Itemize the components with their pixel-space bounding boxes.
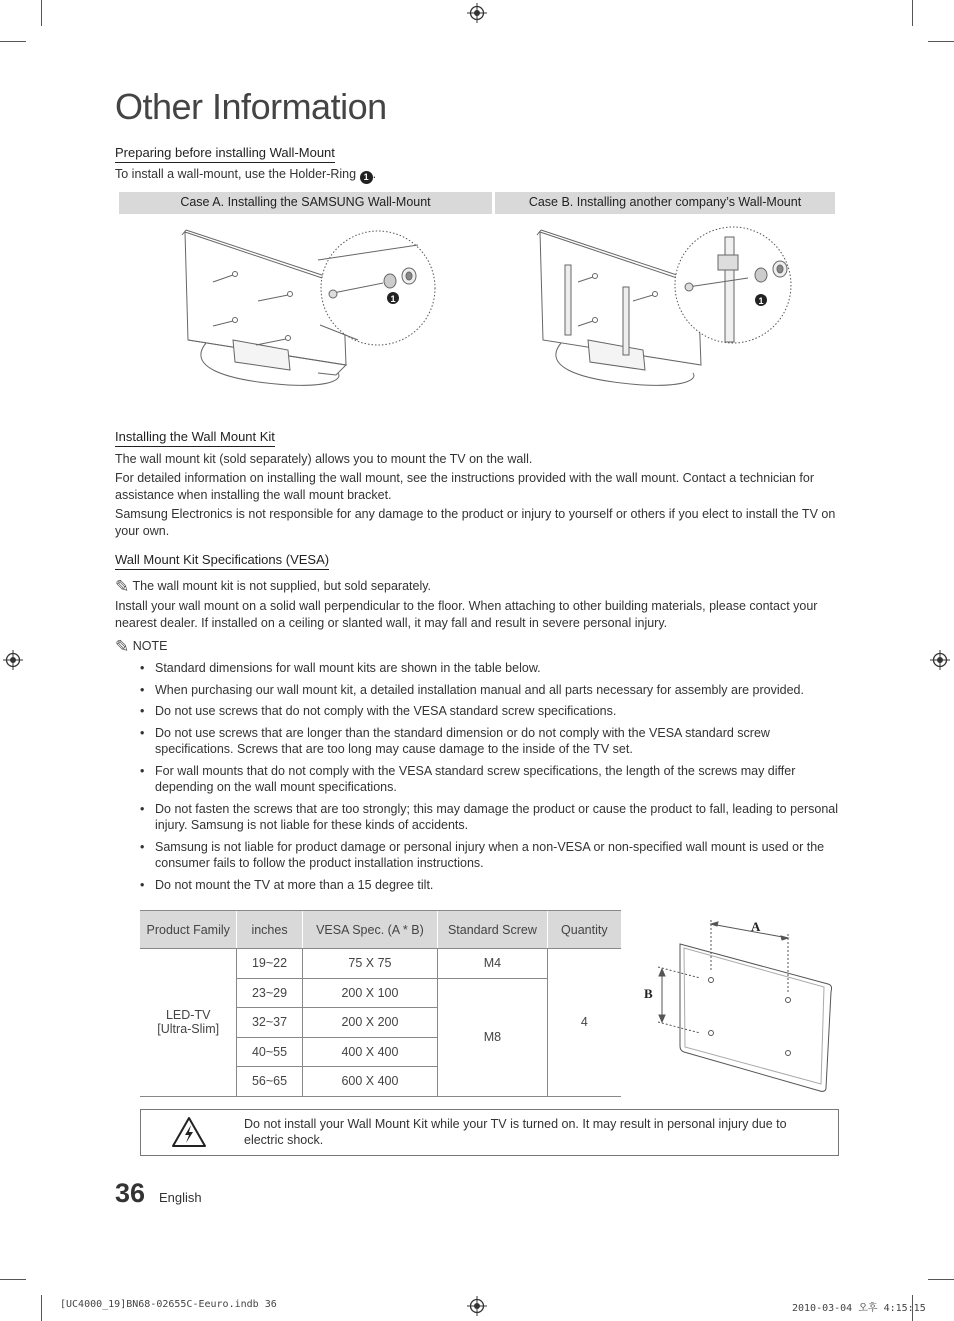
vesa-paragraph: Install your wall mount on a solid wall perpendicular to the floor. When attaching to other building materials, please contact your nearest dealer. If installed on a ceiling or slanted wall, it may fall and result in severe personal injury.	[115, 599, 818, 630]
other-company-wall-mount-illustration	[533, 225, 798, 390]
registration-mark-icon	[3, 650, 23, 670]
registration-mark-icon	[467, 3, 487, 23]
samsung-wall-mount-illustration	[178, 225, 443, 390]
product-family-line: LED-TV	[165, 1008, 211, 1023]
page-title: Other Information	[115, 86, 387, 127]
table-row	[140, 949, 621, 979]
list-item: • Samsung is not liable for product damage or personal injury when a non-VESA or non-specified wall mount is used or the consumer fails to follow the product installation instructions.	[138, 839, 843, 872]
vesa-note-1	[115, 578, 840, 595]
pencil-note-icon: ✎	[115, 637, 130, 656]
crop-mark	[928, 1279, 954, 1280]
vesa-note-label	[115, 638, 840, 655]
print-file-info: [UC4000_19]BN68-02655C-Eeuro.indb 36	[60, 1299, 277, 1310]
quantity-cell: 4	[547, 949, 621, 1097]
screw-cell: M4	[438, 949, 547, 979]
screw-cell: M8	[438, 978, 547, 1096]
product-family-cell	[140, 949, 237, 1097]
section-heading-installing: Installing the Wall Mount Kit	[115, 429, 275, 447]
section-heading-vesa: Wall Mount Kit Specifications (VESA)	[115, 552, 329, 570]
svg-text:1: 1	[390, 294, 396, 304]
crop-mark	[928, 41, 954, 42]
crop-mark	[0, 1279, 26, 1280]
crop-mark	[0, 41, 26, 42]
inches-cell: 56~65	[237, 1067, 302, 1097]
list-item: • When purchasing our wall mount kit, a detailed installation manual and all parts necessary for assembly are provided.	[138, 682, 843, 699]
electric-shock-warning-icon	[171, 1116, 207, 1148]
case-a-header: Case A. Installing the SAMSUNG Wall-Mount	[119, 192, 492, 214]
prep-intro-end: .	[372, 167, 377, 181]
dimension-label-b: B	[644, 986, 653, 1001]
crop-mark	[912, 0, 913, 26]
note-bullet-list	[138, 660, 843, 898]
prep-intro-text: To install a wall-mount, use the Holder-Ring	[115, 167, 357, 181]
vesa-spec-cell: 200 X 100	[302, 978, 438, 1008]
column-header: Standard Screw	[438, 911, 547, 949]
list-item: • Do not mount the TV at more than a 15 degree tilt.	[138, 877, 843, 894]
page-number: 36	[115, 1178, 146, 1208]
pencil-note-icon: ✎	[115, 577, 130, 596]
list-item: • Do not fasten the screws that are too strongly; this may damage the product or cause the product to fall, leading to personal injury. Samsung is not liable for these kinds of accidents.	[138, 801, 843, 834]
section-heading-preparing: Preparing before installing Wall-Mount	[115, 145, 335, 163]
vesa-spec-cell: 400 X 400	[302, 1037, 438, 1067]
warning-box	[140, 1109, 839, 1156]
warning-text: Do not install your Wall Mount Kit while your TV is turned on. It may result in personal injury due to electric shock.	[244, 1117, 787, 1147]
column-header: VESA Spec. (A * B)	[302, 911, 438, 949]
column-header: inches	[237, 911, 302, 949]
list-item: • Standard dimensions for wall mount kits are shown in the table below.	[138, 660, 843, 677]
vesa-spec-cell: 600 X 400	[302, 1067, 438, 1097]
column-header: Quantity	[547, 911, 621, 949]
note-label-text: NOTE	[132, 639, 168, 653]
svg-text:1: 1	[758, 296, 764, 306]
holder-ring-marker-icon: 1	[360, 171, 373, 184]
crop-mark	[41, 0, 42, 26]
vesa-note-1-text: The wall mount kit is not supplied, but sold separately.	[132, 579, 432, 593]
list-item: • Do not use screws that are longer than the standard dimension or do not comply with the VESA standard screw specifications. Screws that are too long may cause damage to the inside of the TV set.	[138, 725, 843, 758]
column-header: Product Family	[140, 911, 237, 949]
kit-paragraph-2: For detailed information on installing the wall mount, see the instructions provided with the wall mount. Contact a technician for assistance when installing the wall mount bracket.	[115, 471, 814, 502]
inches-cell: 40~55	[237, 1037, 302, 1067]
list-item: • For wall mounts that do not comply with the VESA standard screw specifications, the length of the screws may differ depending on the wall mount specifications.	[138, 763, 843, 796]
vesa-spec-cell: 200 X 200	[302, 1008, 438, 1038]
list-item: • Do not use screws that do not comply with the VESA standard screw specifications.	[138, 703, 843, 720]
inches-cell: 23~29	[237, 978, 302, 1008]
vesa-dimension-diagram	[640, 912, 840, 1097]
product-family-line: [Ultra-Slim]	[157, 1022, 220, 1037]
dimension-label-a: A	[751, 919, 761, 934]
vesa-spec-cell: 75 X 75	[302, 949, 438, 979]
inches-cell: 19~22	[237, 949, 302, 979]
prep-intro	[115, 166, 840, 184]
registration-mark-icon	[467, 1296, 487, 1316]
case-b-header: Case B. Installing another company’s Wall-Mount	[495, 192, 835, 214]
crop-mark	[41, 1295, 42, 1321]
print-timestamp: 2010-03-04 오후 4:15:15	[792, 1303, 926, 1314]
kit-paragraph-3: Samsung Electronics is not responsible for any damage to the product or injury to yourself or others if you elect to install the TV on your own.	[115, 507, 836, 538]
vesa-spec-table	[140, 910, 621, 1097]
page-language: English	[159, 1190, 202, 1205]
registration-mark-icon	[930, 650, 950, 670]
inches-cell: 32~37	[237, 1008, 302, 1038]
kit-paragraph-1: The wall mount kit (sold separately) allows you to mount the TV on the wall.	[115, 452, 533, 466]
